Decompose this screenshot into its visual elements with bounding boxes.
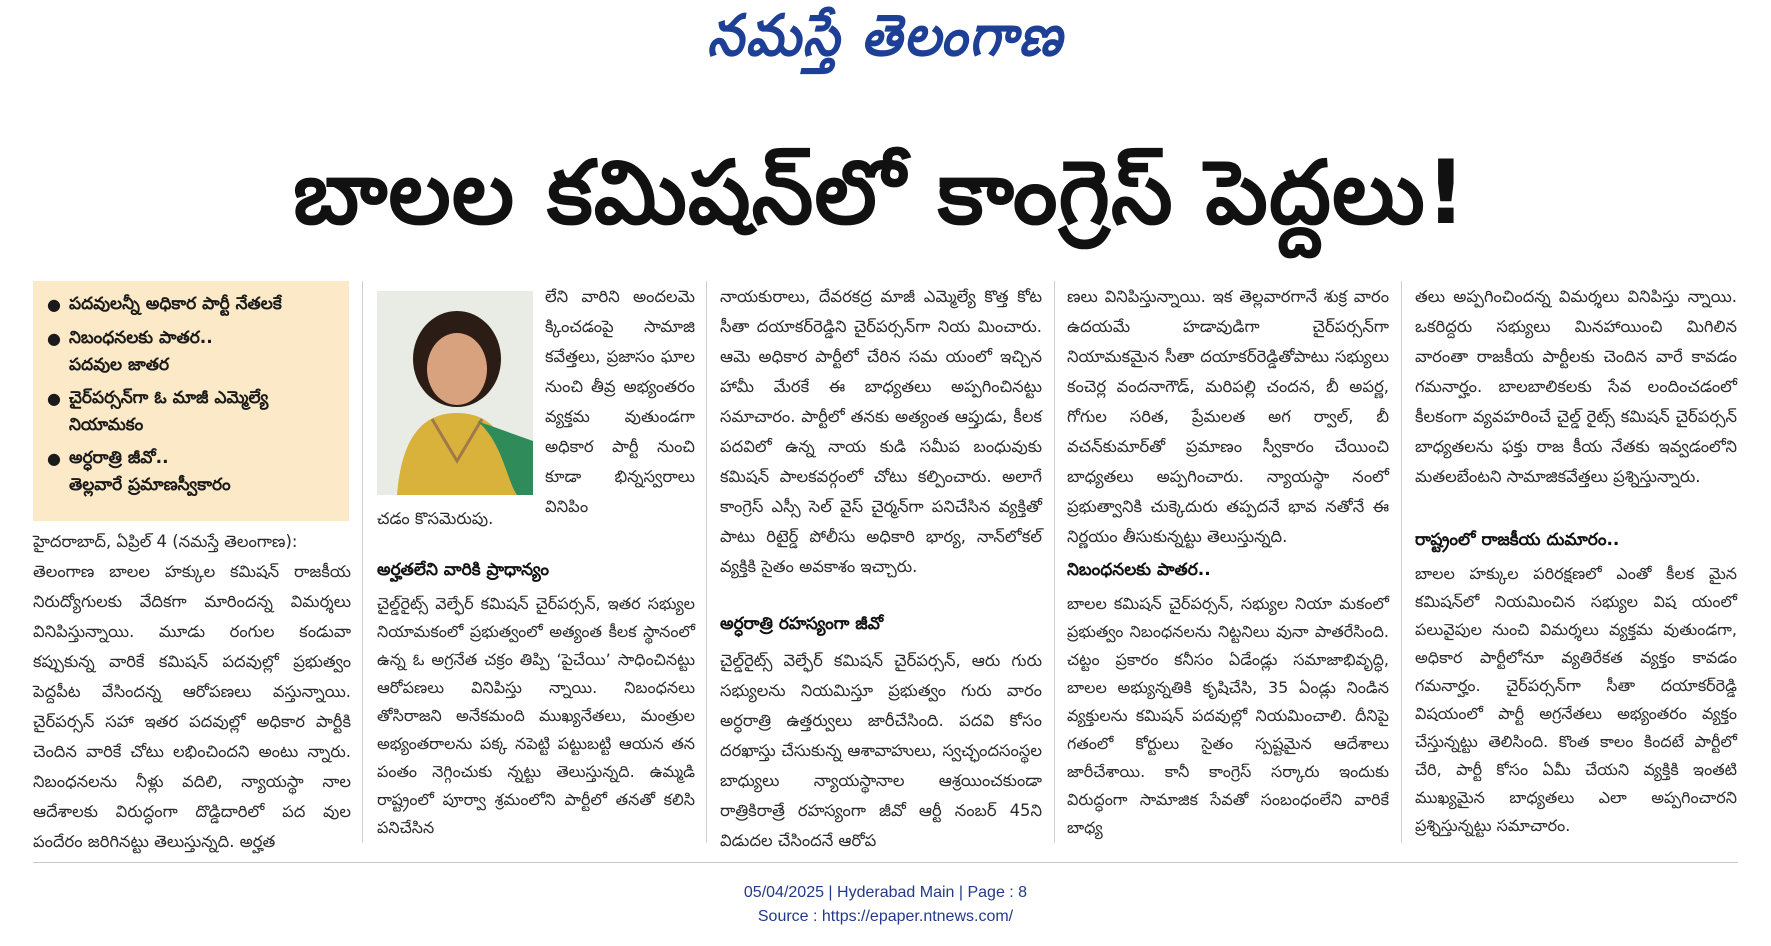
- article-text: బాలల హక్కుల పరిరక్షణలో ఎంతో కీలక మైన కమిషన్‌లో నియమించిన సభ్యుల విష యంలో పలువైపుల నుంచి విమర్శలు వ్యక్తమ వుతుండగా, అధికార పార్టీలోనూ వ్యతిరేకత వ్యక్తం కావడం గమనార్హం. చైర్‌పర్సన్‌గా సీతా దయాకర్‌రెడ్డి విషయంలో పార్టీ అగ్రనేతలు అభ్యంతరం వ్యక్తం చేస్తున్నట్టు తెలిసింది. కొంత కాలం కిందటే పార్టీలో చేరి, పార్టీ కోసం ఏమీ చేయని వ్యక్తికి ఇంతటి ముఖ్యమైన బాధ్యతలు ఎలా అప్పగించారని ప్రశ్నిస్తున్నట్టు సమాచారం.: [1415, 564, 1737, 835]
- column-divider: [1401, 281, 1402, 843]
- footer-date-edition: 05/04/2025 | Hyderabad Main | Page : 8: [743, 884, 1028, 901]
- article-text: తెలంగాణ బాలల హక్కుల కమిషన్ రాజకీయ నిరుద్యోగులకు వేదికగా మారిందన్న విమర్శలు వినిపిస్తున్నాయి. మూడు రంగుల కండువా కప్పుకున్న వారికే కమిషన్ పదవుల్లో ప్రభుత్వం పెద్దపీట వేసిందన్న ఆరోపణలు వస్తున్నాయి. చైర్‌పర్సన్ సహా ఇతర పదవుల్లో అధికార పార్టీకి చెందిన వారికే చోటు లభించిందని అంటు న్నారు. నిబంధనలను నీళ్లు వదిలి, న్యాయస్థా నాల ఆదేశాలకు విరుద్ధంగా దొడ్డిదారిలో పద వుల పందేరం జరిగినట్టు తెలుస్తున్నది. అర్హత: [33, 562, 351, 851]
- column-divider: [362, 281, 363, 843]
- headline: బాలల కమిషన్‌లో కాంగ్రెస్ పెద్దలు!: [293, 141, 1467, 244]
- article-column-5-body: [1415, 560, 1737, 840]
- article-column-2-body: [377, 590, 695, 842]
- article-text: చడం కొసమెరుపు.: [377, 509, 494, 528]
- footer-divider: [33, 862, 1738, 863]
- article-text: తలు అప్పగించిందన్న విమర్శలు వినిపిస్తు న్నాయి. ఒకరిద్దరు సభ్యులు మినహాయించి మిగిలిన వారంతా రాజకీయ పార్టీలకు చెందిన వారే కావడం గమనార్హం. బాలబాలికలకు సేవ లందించడంలో కీలకంగా వ్యవహరించే చైల్డ్ రైట్స్ కమిషన్ చైర్‌పర్సన్ బాధ్యతలను ఫక్తు రాజ కీయ నేతకు ఇవ్వడంలోని మతలబేంటని సామాజికవేత్తలు ప్రశ్నిస్తున్నారు.: [1415, 287, 1737, 486]
- author-photo: [377, 291, 533, 495]
- subheading: రాష్ట్రంలో రాజకీయ దుమారం..: [1415, 530, 1620, 550]
- footer-source: Source : https://epaper.ntnews.com/: [757, 908, 1014, 925]
- article-column-3: [720, 282, 1042, 582]
- highlight-item: ● అర్ధరాత్రి జీవో.. తెల్లవారే ప్రమాణస్వీకారం: [47, 445, 231, 499]
- article-column-5: [1415, 282, 1737, 492]
- subheading: అర్హతలేని వారికి ప్రాధాన్యం: [377, 560, 549, 580]
- article-column-1: [33, 527, 351, 857]
- highlight-item: ● నిబంధనలకు పాతర.. పదవుల జాతర: [47, 325, 213, 379]
- highlight-item: ● పదవులన్నీ అధికార పార్టీ నేతలకే: [47, 291, 282, 318]
- article-text: చైల్డ్‌రైట్స్ వెల్ఫేర్ కమిషన్ చైర్‌పర్సన్, ఇతర సభ్యుల నియామకంలో ప్రభుత్వంలో అత్యంత కీలక స్థానంలో ఉన్న ఓ అగ్రనేత చక్రం తిప్పి ‘పైచేయి’ సాధించినట్టు ఆరోపణలు వినిపిస్తు న్నాయి. నిబంధనలు తోసిరాజని అనేకమంది ముఖ్యనేతలు, మంత్రుల అభ్యంతరాలను పక్క నపెట్టి పట్టుబట్టి ఆయన తన పంతం నెగ్గించుకు న్నట్టు తెలుస్తున్నది. ఉమ్మడి రాష్ట్రంలో పూర్వా శ్రమంలోని పార్టీలో తనతో కలిసి పనిచేసిన: [377, 594, 695, 837]
- article-text: ణలు వినిపిస్తున్నాయి. ఇక తెల్లవారగానే శుక్ర వారం ఉదయమే హడావుడిగా చైర్‌పర్సన్‌గా నియామకమైన సీతా దయాకర్‌రెడ్డితోపాటు సభ్యులు కంచెర్ల వందనాగౌడ్, మరిపల్లి చందన, బీ అపర్ణ, గోగుల సరిత, ప్రేమలత అగ ర్వాల్, బీ వచన్‌కుమార్‌తో ప్రమాణం స్వీకారం చేయించి బాధ్యతలు అప్పగించారు. న్యాయస్థా నంలో ప్రభుత్వానికి చుక్కెదురు తప్పదనే భావ నతోనే ఈ నిర్ణయం తీసుకున్నట్టు తెలుస్తున్నది.: [1067, 287, 1389, 546]
- article-text: చైల్డ్‌రైట్స్ వెల్ఫేర్ కమిషన్ చైర్‌పర్సన్, ఆరు గురు సభ్యులను నియమిస్తూ ప్రభుత్వం గురు వారం అర్ధరాత్రి ఉత్తర్వులు జారీచేసింది. పదవి కోసం దరఖాస్తు చేసుకున్న ఆశావాహులు, స్వచ్ఛందసంస్థల బాధ్యులు న్యాయస్థానాల ఆశ్రయించకుండా రాత్రికిరాత్రే రహస్యంగా జీవో ఆర్టీ నంబర్ 45ని విడుదల చేసిందనే ఆరోప: [720, 651, 1042, 850]
- bullet-icon: ●: [47, 389, 61, 408]
- highlights-box: [33, 281, 349, 521]
- bullet-icon: ●: [47, 329, 61, 348]
- article-text: బాలల కమిషన్ చైర్‌పర్సన్, సభ్యుల నియా మకంలో ప్రభుత్వం నిబంధనలను నిట్టనిలు వునా పాతరేసింది. చట్టం ప్రకారం కనీసం ఏడేండ్లు సమాజాభివృద్ధి, బాలల అభ్యున్నతికి కృషిచేసి, 35 ఏండ్లు నిండిన వ్యక్తులను కమిషన్ పదవుల్లో నియమించాలి. దీనిపై గతంలో కోర్టులు సైతం స్పష్టమైన ఆదేశాలు జారీచేశాయి. కానీ కాంగ్రెస్ సర్కారు ఇందుకు విరుద్ధంగా సామాజిక సేవతో సంబంధంలేని వారికే బాధ్య: [1067, 594, 1389, 837]
- subheading: అర్ధరాత్రి రహస్యంగా జీవో: [720, 614, 884, 634]
- article-column-4-body: [1067, 590, 1389, 842]
- highlight-item: ● చైర్‌పర్సన్‌గా ఓ మాజీ ఎమ్మెల్యే నియామకం: [47, 385, 268, 439]
- article-text: లేని వారిని అందలమె క్కించడంపై సామాజి కవేత్తలు, ప్రజాసం ఘాల నుంచి తీవ్ర అభ్యంతరం వ్యక్తమ వుతుండగా అధికార పార్టీ నుంచి కూడా భిన్నస్వరాలు వినిపిం: [545, 287, 695, 516]
- masthead-logo: నమస్తే తెలంగాణ: [707, 2, 1064, 70]
- article-column-2: [377, 504, 695, 534]
- subheading: నిబంధనలకు పాతర..: [1067, 560, 1211, 580]
- bullet-icon: ●: [47, 295, 61, 314]
- dateline: హైదరాబాద్, ఏప్రిల్ 4 (నమస్తే తెలంగాణ):: [33, 532, 298, 551]
- article-column-3-body: [720, 646, 1042, 856]
- column-divider: [1054, 281, 1055, 843]
- column-divider: [706, 281, 707, 843]
- article-column-4: [1067, 282, 1389, 552]
- bullet-icon: ●: [47, 449, 61, 468]
- article-text: నాయకురాలు, దేవరకద్ర మాజీ ఎమ్మెల్యే కొత్త కోట సీతా దయాకర్‌రెడ్డిని చైర్‌పర్సన్‌గా నియ మించారు. ఆమె అధికార పార్టీలో చేరిన సమ యంలో ఇచ్చిన హామీ మేరకే ఈ బాధ్యతలు అప్పగించినట్టు సమాచారం. పార్టీలో తనకు అత్యంత ఆప్తుడు, కీలక పదవిలో ఉన్న నాయ కుడి సమీప బంధువుకు కమిషన్ పాలకవర్గంలో చోటు కల్పించారు. అలాగే కాంగ్రెస్ ఎస్సీ సెల్ వైస్ చైర్మన్‌గా పనిచేసిన వ్యక్తితో పాటు రిటైర్డ్ పోలీసు అధికారి భార్య, నాన్‌లోకల్ వ్యక్తికి సైతం అవకాశం ఇచ్చారు.: [720, 287, 1042, 576]
- article-column-2-top: [545, 282, 695, 522]
